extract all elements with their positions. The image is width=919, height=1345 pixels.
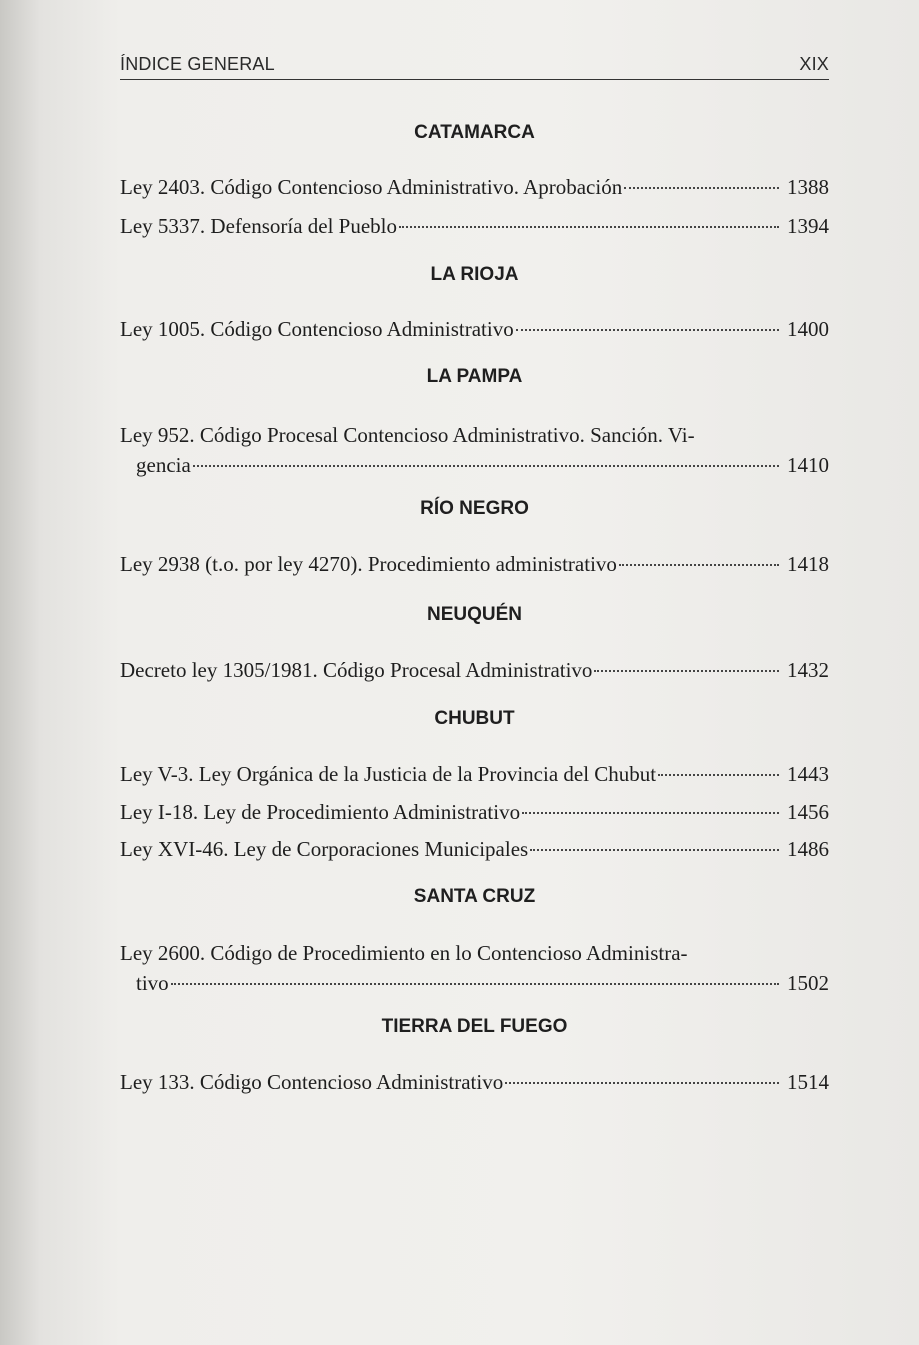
leader-dots — [171, 983, 779, 985]
section-heading-santa-cruz: SANTA CRUZ — [413, 886, 536, 907]
entry-page-number: 1388 — [787, 175, 829, 199]
toc-entry[interactable] — [120, 797, 829, 827]
entry-title: gencia — [136, 453, 191, 477]
entry-title: Ley 5337. Defensoría del Pueblo — [120, 214, 398, 238]
leader-dots — [658, 774, 779, 776]
entry-page-number: 1432 — [787, 658, 829, 682]
leader-dots — [522, 812, 779, 814]
entry-title: Ley V-3. Ley Orgánica de la Justicia de la Provincia del Chubut — [120, 762, 657, 786]
entry-page-number: 1502 — [787, 971, 829, 995]
section-heading-tierra-del-fuego: TIERRA DEL FUEGO — [381, 1016, 568, 1037]
entry-title-line-1: Ley 952. Código Procesal Contencioso Administrativo. Sanción. Vi- — [120, 423, 695, 447]
running-head — [120, 54, 829, 80]
leader-dots — [624, 187, 779, 189]
toc-entry[interactable] — [120, 420, 829, 480]
entry-page-number: 1400 — [787, 317, 829, 341]
section-heading-la-pampa: LA PAMPA — [426, 366, 523, 387]
toc-entry[interactable] — [120, 834, 829, 864]
entry-page-number: 1443 — [787, 762, 829, 786]
entry-title: Ley 133. Código Contencioso Administrativo — [120, 1070, 504, 1094]
toc-entry[interactable] — [120, 655, 829, 685]
section-heading-catamarca: CATAMARCA — [414, 122, 535, 143]
entry-title: tivo — [136, 971, 169, 995]
toc-entry[interactable] — [120, 938, 829, 998]
entry-page-number: 1394 — [787, 214, 829, 238]
toc-entry[interactable] — [120, 759, 829, 789]
entry-title: Ley XVI-46. Ley de Corporaciones Municipales — [120, 837, 529, 861]
entry-title-line-1: Ley 2600. Código de Procedimiento en lo Contencioso Administra- — [120, 941, 688, 965]
entry-page-number: 1514 — [787, 1070, 829, 1094]
entry-page-number: 1418 — [787, 552, 829, 576]
entry-title: Ley 1005. Código Contencioso Administrativo — [120, 317, 514, 341]
toc-entry[interactable] — [120, 211, 829, 241]
entry-page-number: 1456 — [787, 800, 829, 824]
section-heading-la-rioja: LA RIOJA — [430, 264, 519, 285]
section-heading-chubut: CHUBUT — [434, 708, 515, 729]
leader-dots — [594, 670, 779, 672]
entry-title: Ley 2938 (t.o. por ley 4270). Procedimiento administrativo — [120, 552, 617, 576]
leader-dots — [399, 226, 779, 228]
toc-entry[interactable] — [120, 172, 829, 202]
leader-dots — [530, 849, 779, 851]
entry-page-number: 1486 — [787, 837, 829, 861]
toc-entry[interactable] — [120, 314, 829, 344]
section-heading-rio-negro: RÍO NEGRO — [420, 498, 529, 519]
entry-title: Decreto ley 1305/1981. Código Procesal Administrativo — [120, 658, 593, 682]
running-head-page-number: XIX — [799, 54, 829, 74]
leader-dots — [619, 564, 779, 566]
running-head-title: ÍNDICE GENERAL — [120, 54, 275, 74]
entry-title: Ley 2403. Código Contencioso Administrativo. Aprobación — [120, 175, 623, 199]
toc-entry[interactable] — [120, 549, 829, 579]
entry-title: Ley I-18. Ley de Procedimiento Administrativo — [120, 800, 521, 824]
toc-entry[interactable] — [120, 1067, 829, 1097]
leader-dots — [516, 329, 779, 331]
section-heading-neuquen: NEUQUÉN — [426, 604, 522, 625]
entry-page-number: 1410 — [787, 453, 829, 477]
leader-dots — [193, 465, 779, 467]
leader-dots — [505, 1082, 779, 1084]
